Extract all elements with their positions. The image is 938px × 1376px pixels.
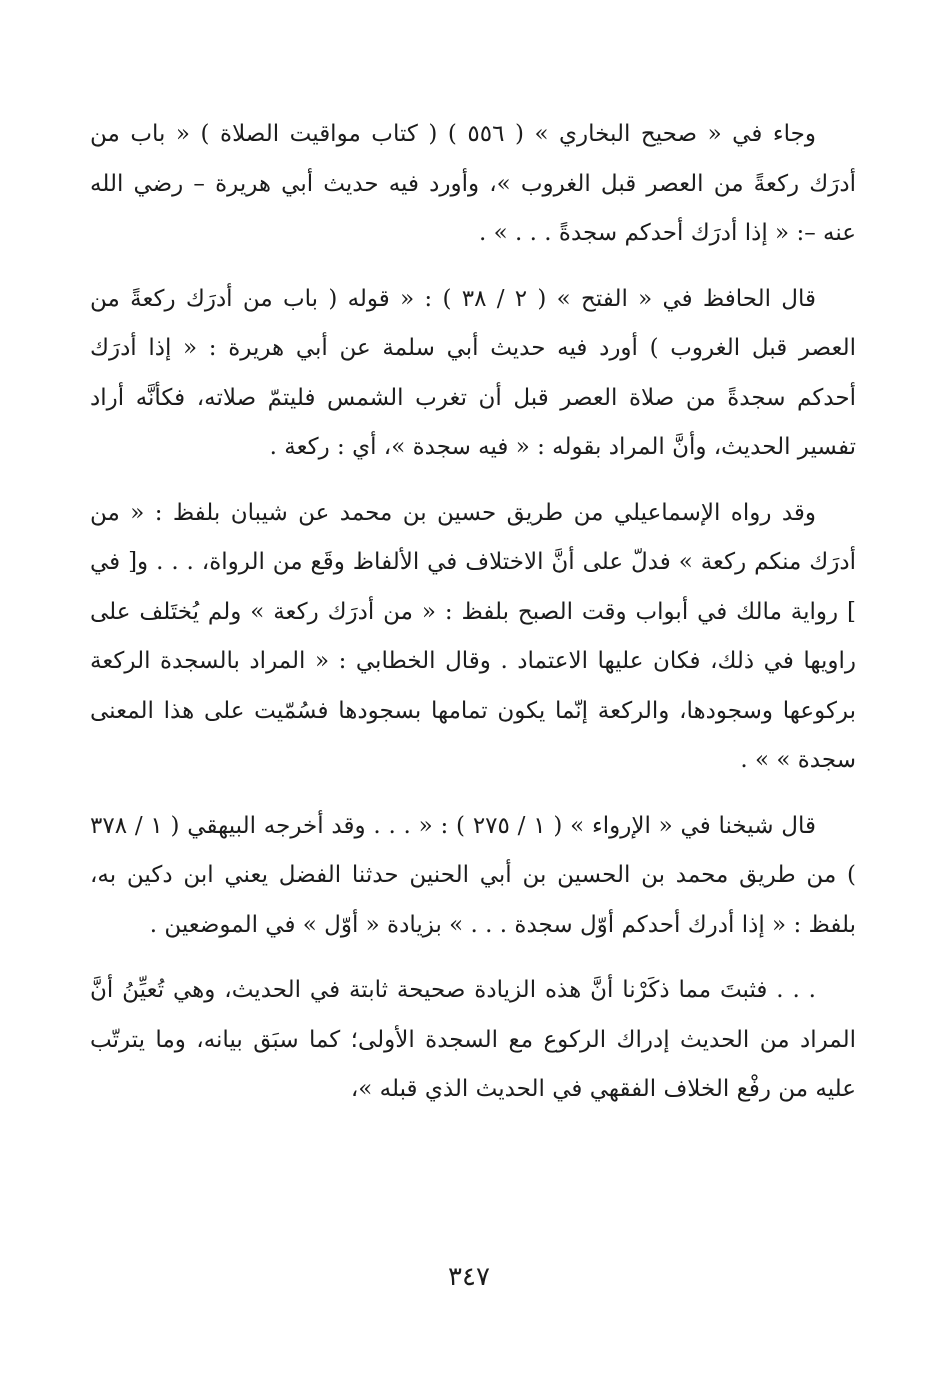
paragraph-irwa: قال شيخنا في « الإرواء » ( ١ / ٢٧٥ ) : « . . . وقد أخرجه البيهقي ( ١ / ٣٧٨ ) من طريق محمد بن الحسين بن أبي الحنين حدثنا الفضل يعني ابن دكين به، بلفظ : « إذا أدرك أحدكم أوّل سجدة . . . » بزيادة « أوّل » في الموضعين . <box>90 812 856 938</box>
paragraph-bukhari: وجاء في « صحيح البخاري » ( ٥٥٦ ) ( كتاب مواقيت الصلاة ) « باب من أدرَك ركعةً من العصر قبل الغروب »، وأورد فيه حديث أبي هريرة – رضي الله عنه –: « إذا أدرَك أحدكم سجدةً . . . » . <box>90 121 856 246</box>
paragraph-fath: قال الحافظ في « الفتح » ( ٢ / ٣٨ ) : « قوله ( باب من أدرَك ركعةً من العصر قبل الغروب ) أورد فيه حديث أبي سلمة عن أبي هريرة : « إذا أدرَك أحدكم سجدةً من صلاة العصر قبل أن تغرب الشمس فليتمّ صلاته، فكأنَّه أراد تفسير الحديث، وأنَّ المراد بقوله : « فيه سجدة »، أي : ركعة . <box>90 285 856 460</box>
paragraph-conclusion: . . . فثبتَ مما ذكَرْنا أنَّ هذه الزيادة صحيحة ثابتة في الحديث، وهي تُعيِّنُ أنَّ المراد من الحديث إدراك الركوع مع السجدة الأولى؛ كما سبَق بيانه، وما يترتّب عليه من رفْع الخلاف الفقهي في الحديث الذي قبله »، <box>90 977 856 1102</box>
page-number: ٣٤٧ <box>448 1262 490 1292</box>
body-text <box>90 110 856 1115</box>
paragraph-ismaili: وقد رواه الإسماعيلي من طريق حسين بن محمد عن شيبان بلفظ : « من أدرَك منكم ركعة » فدلّ على أنَّ الاختلاف في الألفاظ وقَع من الرواة، . . . و[ في ] رواية مالك في أبواب وقت الصبح بلفظ : « من أدرَك ركعة » ولم يُختَلف على راويها في ذلك، فكان عليها الاعتماد . وقال الخطابي : « المراد بالسجدة الركعة بركوعها وسجودها، والركعة إنّما يكون تمامها بسجودها فسُمّيت على هذا المعنى سجدة » » . <box>90 499 856 773</box>
